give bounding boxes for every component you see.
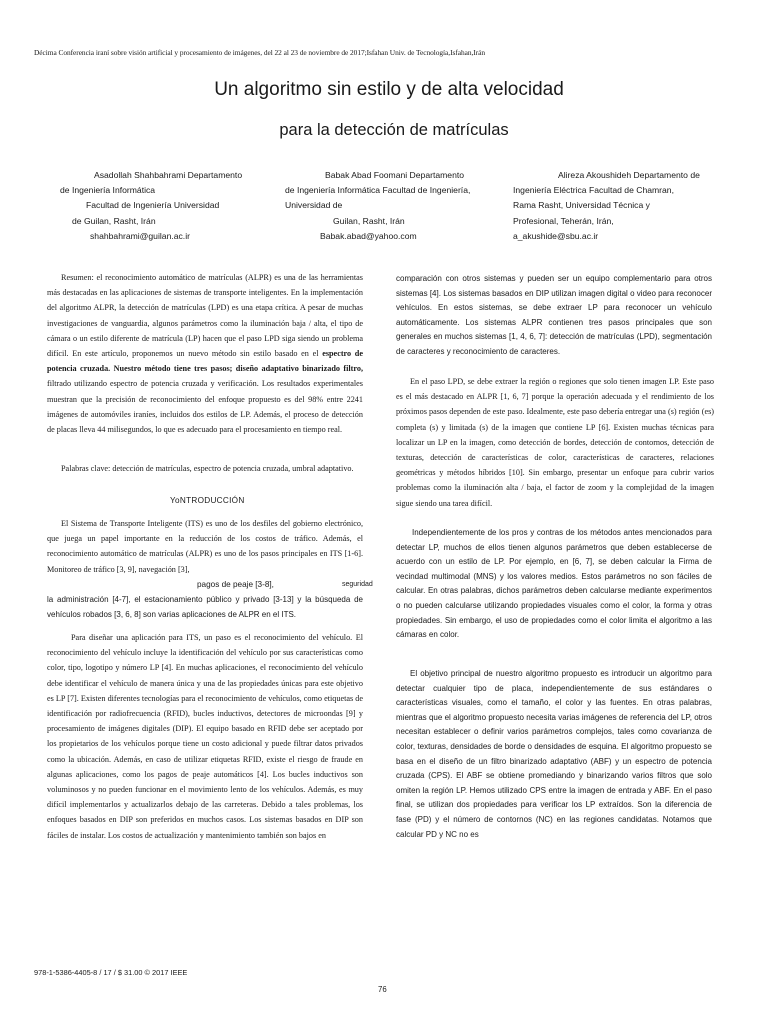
author-3-line: Ingeniería Eléctrica Facultad de Chamran, — [513, 185, 674, 196]
conference-header: Décima Conferencia iraní sobre visión artificial y procesamiento de imágenes, del 22 al 23 de noviembre de 2017;Isfahan Univ. de Tecnología,Isfahan,Irán — [34, 48, 485, 57]
paper-title-line2: para la detección de matrículas — [279, 121, 509, 139]
abstract-bold-text: espectro de potencia cruzada. Nuestro método tiene tres pasos; diseño adaptativo binarizado filtro, — [47, 349, 363, 374]
author-3-line: Alireza Akoushideh Departamento de — [558, 170, 700, 180]
intro-paragraph-2: Para diseñar una aplicación para ITS, un paso es el reconocimiento del vehículo. El reconocimiento del vehículo incluye la identificación del vehículo por sus características como color, tipo, logotipo y número LP [4]. En muchas aplicaciones, el reconocimiento del vehículo debe identificar el vehículo de manera única y una de las propiedades únicas para este objetivo es LP [7]. Existen diferentes tecnologías para el reconocimiento de vehículos, como etiquetas de identificación por radiofrecuencia (RFID), bucles inductivos, detectores de microondas [9] y procesamiento de imágenes digitales (DIP). El equipo basado en RFID debe ser aceptado por los propietarios de los vehículos porque tiene un costo adicional y puede filtrar datos privados como la ubicación. Además, en caso de utilizar etiquetas RFID, existe el riesgo de fraude en algunas aplicaciones, como los pagos de peaje automáticos [4]. Los bucles inductivos son voluminosos y no pueden funcionar en el movimiento lento de los vehículos. Además, es muy difícil implementarlos y actualizarlos debajo de las carreteras. Debido a tales problemas, los enfoques basados en DIP son preferidos en muchos casos. Los sistemas basados en DIP son fáciles de instalar. Los costos de actualización y mantenimiento también son bajos en — [47, 633, 363, 840]
author-1-line: Facultad de Ingeniería Universidad — [86, 200, 220, 211]
author-block-3 — [513, 168, 753, 244]
author-2-line: Guilan, Rasht, Irán — [333, 215, 405, 226]
author-2-line: de Ingeniería Informática Facultad de Ingeniería, — [285, 185, 471, 196]
author-2-email[interactable]: Babak.abad@yahoo.com — [320, 230, 417, 241]
intro-p1-text: El Sistema de Transporte Inteligente (ITS) es uno de los desfiles del gobierno electrónico, que juega un papel importante en la reducción de los costos de tráfico. Además, el reconocimiento automático de matrículas (ALPR) es uno de los pasos principales en ITS [1-6]. Monitoreo de tráfico [3, 9], navegación [3], — [47, 519, 363, 574]
keywords: Palabras clave: detección de matrículas, espectro de potencia cruzada, umbral adaptativo. — [61, 464, 354, 473]
author-1-line: de Ingeniería Informática — [60, 185, 156, 196]
author-3-line: Profesional, Teherán, Irán, — [513, 215, 614, 226]
copyright-footer: 978-1-5386-4405-8 / 17 / $ 31.00 © 2017 IEEE — [34, 968, 188, 977]
author-2-line: Babak Abad Foomani Departamento — [325, 170, 465, 180]
author-block-1 — [60, 168, 270, 244]
intro-p1-toll: pagos de peaje [3-8], — [197, 579, 274, 589]
intro-p1-sans: la administración [4-7], el estacionamiento público y privado [3-13] y la búsqueda de vehículos robados [3, 6, 8] son varias aplicaciones de ALPR en el ITS. — [47, 595, 363, 620]
paper-title-line1: Un algoritmo sin estilo y de alta velocidad — [214, 79, 564, 100]
intro-p1-security: seguridad — [342, 580, 373, 588]
author-3-line: Rama Rasht, Universidad Técnica y — [513, 200, 650, 211]
page-number: 76 — [378, 985, 387, 994]
abstract-text: Resumen: el reconocimiento automático de matrículas (ALPR) es una de las herramientas más destacadas en las aplicaciones de sistemas de transporte inteligentes. En la implementación del algoritmo ALPR, la detección de matrículas (LPD) es una etapa crítica. A pesar de muchas investigaciones de vanguardia, algunos parámetros como la iluminación baja / alta, el tipo de cámara o un estilo diferente de matrícula (LP) hacen que el paso LPD siga siendo un problema difícil. En este artículo, proponemos un nuevo método sin estilo basado en el espectro de potencia cruzada. Nuestro método tiene tres pasos; diseño adaptativo binarizado filtro, filtrado utilizando espectro de potencia cruzada y verificación. Los resultados experimentales muestran que la precisión de reconocimiento del enfoque propuesto es del 98% entre 2241 imágenes de automóviles iraníes, incluidos dos estilos de LP. Además, el proceso de detección de placas lleva 44 milisegundos, lo que es adecuado para el procesamiento en tiempo real. — [47, 273, 363, 435]
intro-paragraph-1 — [47, 516, 373, 622]
right-paragraph-2: En el paso LPD, se debe extraer la región o regiones que solo tienen imagen LP. Este paso es el más destacado en ALPR [1, 6, 7] porque la operación adecuada y el rendimiento de los próximos pasos dependen de este paso. Idealmente, este paso debería entregar una (s) región (es) completa (s) y limitada (s) de la imagen que contiene LP [6]. Existen muchas técnicas para localizar un LP en la imagen, como detección de bordes, detección de contornos, detección de texturas, detección de características de color, características de caracteres, relaciones geométricas y métodos híbridos [10]. Sin embargo, presentar un enfoque para cubrir varios problemas como la iluminación alta / baja, el factor de zoom y la complejidad de la imagen sigue siendo una tarea difícil. — [396, 377, 714, 508]
author-1-line: Asadollah Shahbahrami Departamento — [94, 170, 243, 180]
abstract — [47, 270, 363, 437]
author-block-2 — [285, 168, 510, 244]
right-paragraph-1: comparación con otros sistemas y pueden ser un equipo complementario para otros sistemas [4]. Los sistemas basados en DIP utilizan imagen digital o video para reconocer vehículos. En estos sistemas, se debe extraer LP para reconocer un vehículo automáticamente. Los sistemas ALPR contienen tres pasos principales que son generales en muchos sistemas [1, 4, 6, 7]: detección de matrículas (LPD), segmentación de caracteres y reconocimiento de caracteres. — [396, 274, 712, 356]
right-paragraph-3: Independientemente de los pros y contras de los métodos antes mencionados para detectar LP, muchos de ellos tienen algunos parámetros que deben establecerse de acuerdo con un estilo de LP. Por ejemplo, en [6, 7], se deben calcular la Firma de vecindad multimodal (MNS) y los valores medios. Estos parámetros no son fáciles de calcular. En otras palabras, dichos parámetros deben calcularse mediante experimentos o no pueden calcularse utilizando propiedades visuales como el color, la forma y otras propiedades. Sin embargo, el uso de propiedades como el color limita el algoritmo a las cámaras en color. — [396, 528, 712, 640]
author-1-email[interactable]: shahbahrami@guilan.ac.ir — [90, 230, 190, 241]
right-paragraph-4: El objetivo principal de nuestro algoritmo propuesto es introducir un algoritmo para detectar cualquier tipo de placa, independientemente de sus estándares o características visuales, como el tamaño, el color y las fuentes. En otras palabras, mientras que el algoritmo propuesto necesita varias imágenes de referencia del LP, otros necesitan establecer o definir varios parámetros complejos, tales como covarianza de color, texturas, densidades de borde o densidades de esquina. El algoritmo propuesto se basa en el diseño de un filtro binarizado adaptativo (ABF) y un espectro de potencia cruzada (CPS). El ABF se obtiene promediando y binarizando varios filtros que solo omiten la región LP. Hemos utilizado CPS entre la imagen de entrada y ABF. En el paso final, se utilizan dos propiedades para verificar los LP extraídos. Son la diferencia de fase (PD) y el número de contornos (NC) en las regiones candidatas. Notamos que calcular PD y NC no es — [396, 669, 712, 839]
author-3-email[interactable]: a_akushide@sbu.ac.ir — [513, 230, 599, 241]
author-1-line: de Guilan, Rasht, Irán — [72, 215, 156, 226]
section-heading-introduction: YoNTRODUCCIÓN — [170, 496, 245, 505]
author-2-line: Universidad de — [285, 200, 343, 211]
